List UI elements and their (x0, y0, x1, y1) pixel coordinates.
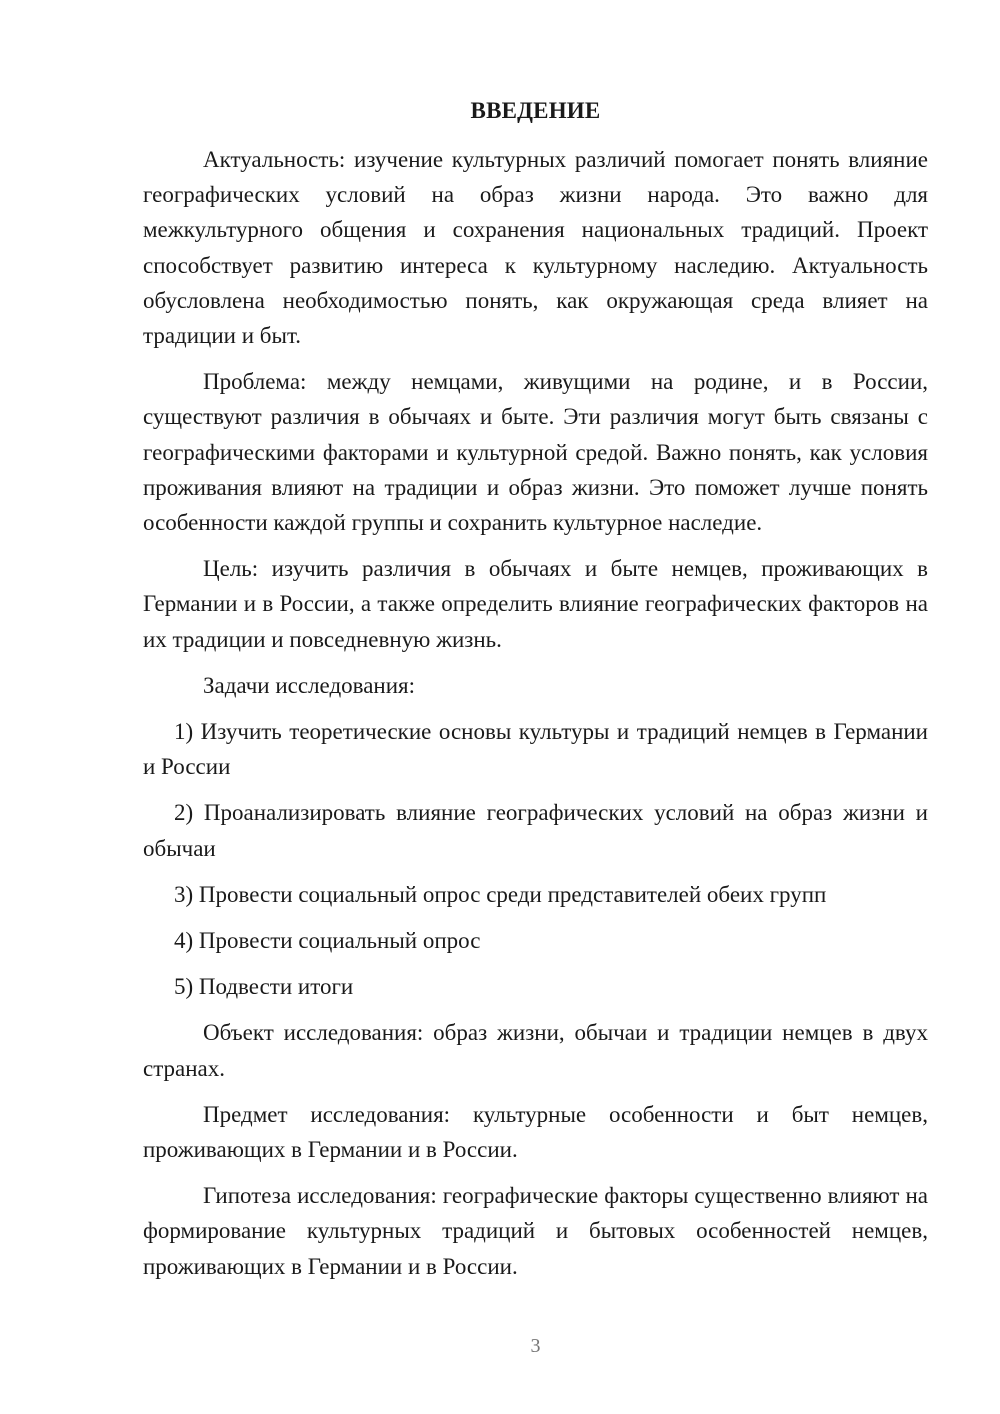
problem-paragraph: Проблема: между немцами, живущими на родине, и в России, существуют различия в обычаях и быте. Эти различия могут быть связаны с географическими факторами и культурной средой. Важно понять, как условия проживания влияют на традиции и образ жизни. Это поможет лучше понять особенности каждой группы и сохранить культурное наследие. (143, 369, 928, 536)
goal-paragraph: Цель: изучить различия в обычаях и быте немцев, проживающих в Германии и в России, а также определить влияние географических факторов на их традиции и повседневную жизнь. (143, 556, 928, 652)
tasks-heading: Задачи исследования: (203, 672, 416, 698)
document-body (143, 142, 928, 1295)
page-number: 3 (530, 1335, 541, 1357)
task-item-2: 2) Проанализировать влияние географических условий на образ жизни и обычаи (143, 800, 928, 861)
hypothesis-paragraph: Гипотеза исследования: географические факторы существенно влияют на формирование культурных традиций и бытовых особенностей немцев, проживающих в Германии и в России. (143, 1183, 928, 1279)
task-item-1: 1) Изучить теоретические основы культуры и традиций немцев в Германии и России (143, 719, 928, 780)
task-item-5: 5) Подвести итоги (174, 974, 354, 1000)
relevance-paragraph: Актуальность: изучение культурных различий помогает понять влияние географических условий на образ жизни народа. Это важно для межкультурного общения и сохранения национальных традиций. Проект способствует развитию интереса к культурному наследию. Актуальность обусловлена необходимостью понять, как окружающая среда влияет на традиции и быт. (143, 147, 928, 349)
task-item-4: 4) Провести социальный опрос (174, 928, 481, 954)
page-title: ВВЕДЕНИЕ (470, 98, 601, 123)
task-item-3: 3) Провести социальный опрос среди представителей обеих групп (174, 881, 827, 907)
document-page (143, 0, 928, 1414)
subject-paragraph: Предмет исследования: культурные особенности и быт немцев, проживающих в Германии и в России. (143, 1101, 928, 1163)
object-paragraph: Объект исследования: образ жизни, обычаи и традиции немцев в двух странах. (143, 1020, 928, 1081)
